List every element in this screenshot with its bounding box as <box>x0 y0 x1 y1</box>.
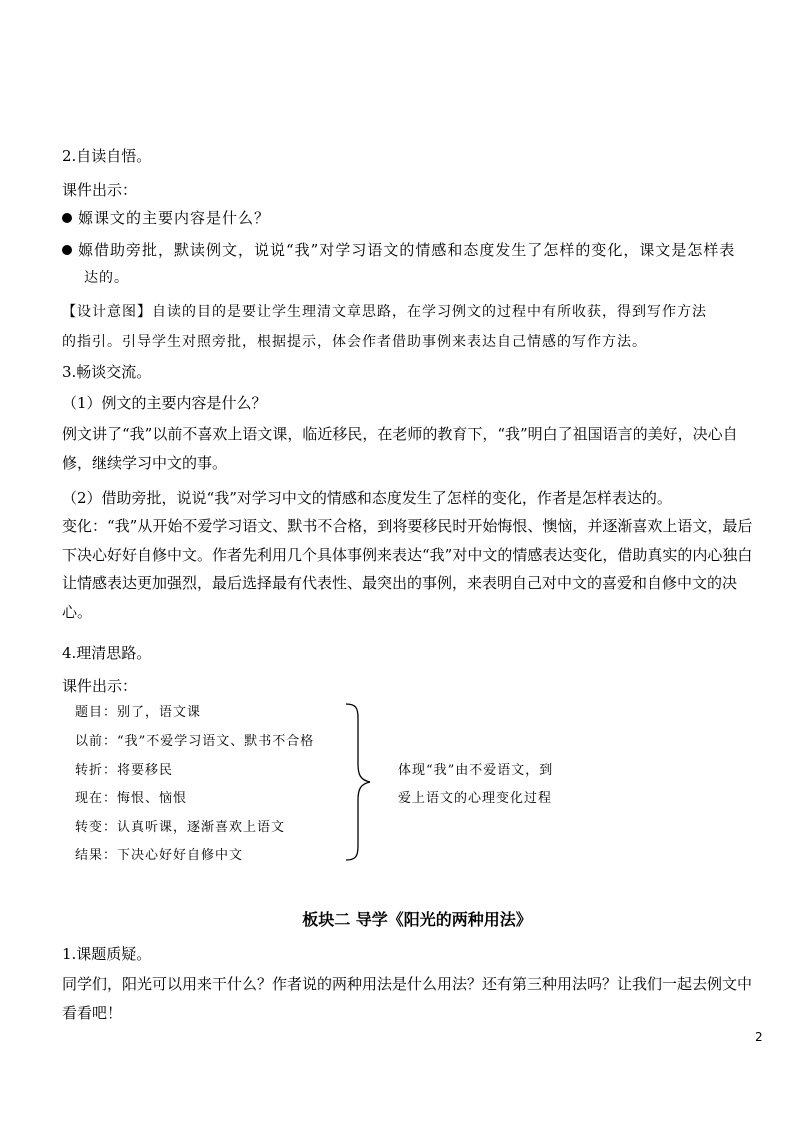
right-brace-icon <box>340 702 374 862</box>
section-2-paragraph-text: 同学们，阳光可以用来干什么？作者说的两种用法是什么用法？还有第三种用法吗？让我们一起去例文中看看吧！ <box>62 975 753 1022</box>
diagram-right-line-2: 爱上语文的心理变化过程 <box>398 791 553 806</box>
diagram-left-row: 转折：将要移民 <box>75 763 174 778</box>
diagram-left-row: 以前：“我”不爱学习语文、默书不合格 <box>75 734 315 749</box>
design-intent-line-1: 【设计意图】自读的目的是要让学生理清文章思路，在学习例文的过程中有所收获，得到写作方法 <box>62 304 707 320</box>
item-4-title: 4.理清思路。 <box>62 644 152 662</box>
bullet-item-1 <box>62 208 270 228</box>
bullet-text: 嫄借助旁批，默读例文，说说“我”对学习语文的情感和态度发生了怎样的变化，课文是怎样表 <box>78 241 736 259</box>
question-1: （1）例文的主要内容是什么？ <box>62 394 267 412</box>
design-intent-line-2: 的指引。引导学生对照旁批，根据提示，体会作者借助事例来表达自己情感的写作方法。 <box>62 334 647 350</box>
diagram-left-row: 题目：别了，语文课 <box>75 705 202 720</box>
question-2: （2）借助旁批，说说“我”对学习中文的情感和态度发生了怎样的变化，作者是怎样表达的。 <box>62 489 672 507</box>
bullet-item-2-continued: 达的。 <box>84 270 129 286</box>
section-2-heading: 板块二 导学《阳光的两种用法》 <box>302 910 532 929</box>
bullet-text: 嫄课文的主要内容是什么？ <box>78 209 271 227</box>
answer-1-text: 例文讲了“我”以前不喜欢上语文课，临近移民，在老师的教育下，“我”明白了祖国语言的美好，决心自修，继续学习中文的事。 <box>62 425 738 472</box>
answer-2-text: 变化：“我”从开始不爱学习语文、默书不合格，到将要移民时开始悔恨、懊恼，并逐渐喜欢上语文，最后下决心好好自修中文。作者先利用几个具体事例来表达“我”对中文的情感表达变化，借助真实的内心独白让情感表达更加强烈，最后选择最有代表性、最突出的事例，来表明自己对中文的喜爱和自修中文的决心。 <box>62 517 753 621</box>
item-2-title: 2.自读自悟。 <box>62 147 152 165</box>
answer-1 <box>62 420 754 477</box>
section-2-paragraph <box>62 970 754 1027</box>
bullet-item-2 <box>62 240 735 260</box>
bullet-icon <box>62 213 72 223</box>
diagram-left-row: 转变：认真听课，逐渐喜欢上语文 <box>75 820 286 835</box>
courseware-label-2: 课件出示： <box>62 677 138 695</box>
diagram-left-row: 结果：下决心好好自修中文 <box>75 848 244 863</box>
item-3-title: 3.畅谈交流。 <box>62 363 152 381</box>
page-number: 2 <box>755 1030 763 1044</box>
bullet-icon <box>62 245 72 255</box>
section-2-item-1-title: 1.课题质疑。 <box>62 945 152 963</box>
answer-2 <box>62 512 754 626</box>
diagram-left-row: 现在：悔恨、恼恨 <box>75 791 188 806</box>
courseware-label: 课件出示： <box>62 181 138 199</box>
diagram-right-line-1: 体现“我”由不爱语文，到 <box>398 763 554 778</box>
